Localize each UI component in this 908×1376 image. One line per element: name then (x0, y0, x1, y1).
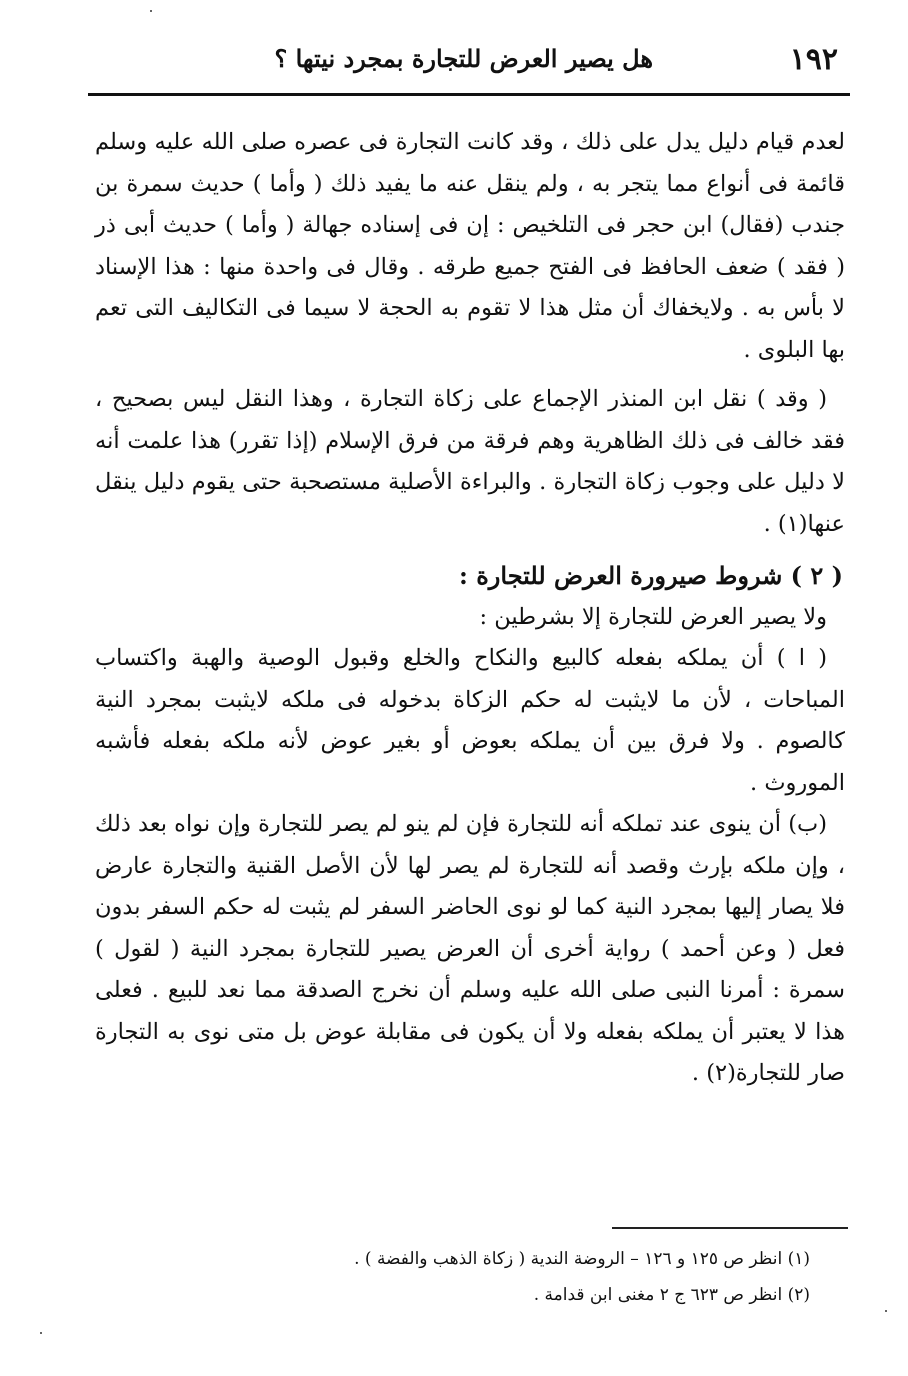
footnote-rule (612, 1227, 848, 1229)
page-header (88, 38, 848, 84)
body-text (95, 122, 845, 1095)
header-rule (88, 93, 850, 96)
scan-speck (40, 1332, 42, 1334)
condition-a: ( ا ) أن يملكه بفعله كالبيع والنكاح والخلع وقبول الوصية والهبة واكتساب المباحات ، لأن ما لايثبت له حكم الزكاة بدخوله فى ملكه لايثبت بمجرد النية كالصوم . ولا فرق بين أن يملكه بعوض أو بغير عوض لأنه ملكه بفعله فأشبه الموروث . (95, 645, 845, 796)
scan-speck (150, 10, 152, 12)
page-number: ١٩٢ (789, 42, 838, 77)
paragraph-3: ولا يصير العرض للتجارة إلا بشرطين : (479, 603, 827, 630)
running-title: هل يصير العرض للتجارة بمجرد نيتها ؟ (274, 44, 653, 73)
footnotes (150, 1241, 810, 1313)
section-heading: ( ٢ ) شروط صيرورة العرض للتجارة : (459, 561, 843, 590)
scan-speck (885, 1310, 887, 1312)
footnote-2: (٢) انظر ص ٦٢٣ ج ٢ مغنى ابن قدامة . (533, 1285, 810, 1305)
footnote-1: (١) انظر ص ١٢٥ و ١٢٦ – الروضة الندية ( زكاة الذهب والفضة ) . (354, 1249, 810, 1269)
paragraph-1: لعدم قيام دليل يدل على ذلك ، وقد كانت التجارة فى عصره صلى الله عليه وسلم قائمة فى أنواع مما يتجر به ، ولم ينقل عنه ما يفيد ذلك ( وأما ) حديث سمرة بن جندب (فقال) ابن حجر فى التلخيص : إن فى إسناده جهالة ( وأما ) حديث أبى ذر ( فقد ) ضعف الحافظ فى الفتح جميع طرقه . وقال فى واحدة منها : هذا الإسناد لا بأس به . ولايخفاك أن مثل هذا لا تقوم به الحجة لا سيما فى التكاليف التى تعم بها البلوى . (95, 129, 845, 363)
condition-b: (ب) أن ينوى عند تملكه أنه للتجارة فإن لم ينو لم يصر للتجارة وإن نواه بعد ذلك ، وإن ملكه بإرث وقصد أنه للتجارة لم يصر لها لأن الأصل القنية والتجارة عارض فلا يصار إليها بمجرد النية كما لو نوى الحاضر السفر لم يثبت له حكم السفر بدون فعل ( وعن أحمد ) رواية أخرى أن العرض يصير للتجارة بمجرد النية ( لقول ) سمرة : أمرنا النبى صلى الله عليه وسلم أن نخرج الصدقة مما نعد للبيع . فعلى هذا لا يعتبر أن يملكه بفعله ولا أن يكون فى مقابلة عوض بل متى نوى به التجارة صار للتجارة(٢) . (95, 811, 845, 1086)
paragraph-2: ( وقد ) نقل ابن المنذر الإجماع على زكاة التجارة ، وهذا النقل ليس بصحيح ، فقد خالف فى ذلك الظاهرية وهم فرقة من فرق الإسلام (إذا تقرر) هذا علمت أنه لا دليل على وجوب زكاة التجارة . والبراءة الأصلية مستصحبة حتى يقوم دليل ينقل عنها(١) . (95, 386, 845, 537)
